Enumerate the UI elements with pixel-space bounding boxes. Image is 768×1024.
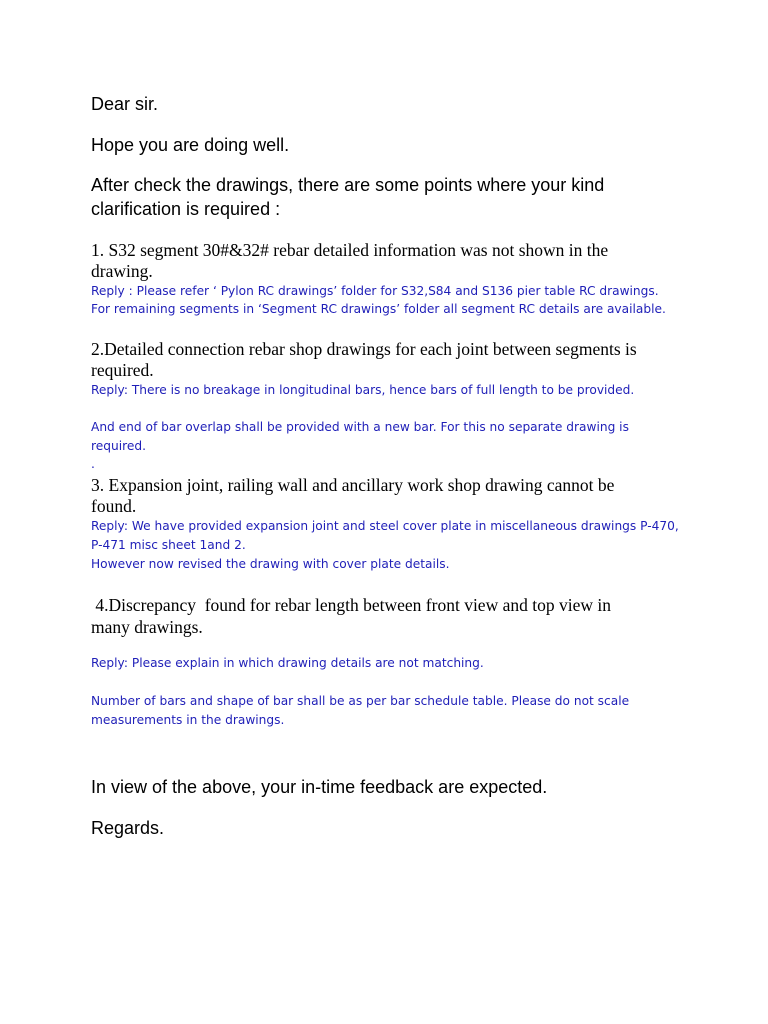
point-3-reply-line-1: Reply: We have provided expansion joint and steel cover plate in miscellaneous drawings P-470, xyxy=(91,519,679,533)
point-2-reply-line-1: Reply: There is no breakage in longitudinal bars, hence bars of full length to be provided. xyxy=(91,383,635,397)
point-4-line-1: 4.Discrepancy found for rebar length between front view and top view in xyxy=(91,595,611,615)
closing-line: In view of the above, your in-time feedback are expected. xyxy=(91,777,548,797)
point-1-line-1: 1. S32 segment 30#&32# rebar detailed information was not shown in the xyxy=(91,240,609,260)
point-2-reply-line-3: required. xyxy=(91,439,146,453)
point-4-reply-line-2: Number of bars and shape of bar shall be as per bar schedule table. Please do not scale xyxy=(91,694,630,708)
point-4-reply-line-3: measurements in the drawings. xyxy=(91,713,285,727)
point-2-reply-line-4: . xyxy=(91,457,95,471)
point-3-line-1: 3. Expansion joint, railing wall and ancillary work shop drawing cannot be xyxy=(91,475,615,495)
intro-line-2: clarification is required : xyxy=(91,199,281,219)
point-3-reply-line-3: However now revised the drawing with cover plate details. xyxy=(91,557,450,571)
point-2-line-1: 2.Detailed connection rebar shop drawings for each joint between segments is xyxy=(91,339,637,359)
point-2-reply-line-2: And end of bar overlap shall be provided with a new bar. For this no separate drawing is xyxy=(91,420,629,434)
point-3-reply-line-2: P-471 misc sheet 1and 2. xyxy=(91,538,246,552)
point-1-reply-line-1: Reply : Please refer ‘ Pylon RC drawings’ folder for S32,S84 and S136 pier table RC drawings. xyxy=(91,284,659,298)
point-3-line-2: found. xyxy=(91,496,137,516)
salutation: Dear sir. xyxy=(91,94,159,114)
signoff: Regards. xyxy=(91,818,165,838)
greeting: Hope you are doing well. xyxy=(91,135,290,155)
point-4-line-2: many drawings. xyxy=(91,617,203,637)
point-4-reply-line-1: Reply: Please explain in which drawing details are not matching. xyxy=(91,656,484,670)
point-1-line-2: drawing. xyxy=(91,261,153,281)
intro-line-1: After check the drawings, there are some points where your kind xyxy=(91,175,605,195)
point-2-line-2: required. xyxy=(91,360,154,380)
point-1-reply-line-2: For remaining segments in ‘Segment RC drawings’ folder all segment RC details are available. xyxy=(91,302,666,316)
